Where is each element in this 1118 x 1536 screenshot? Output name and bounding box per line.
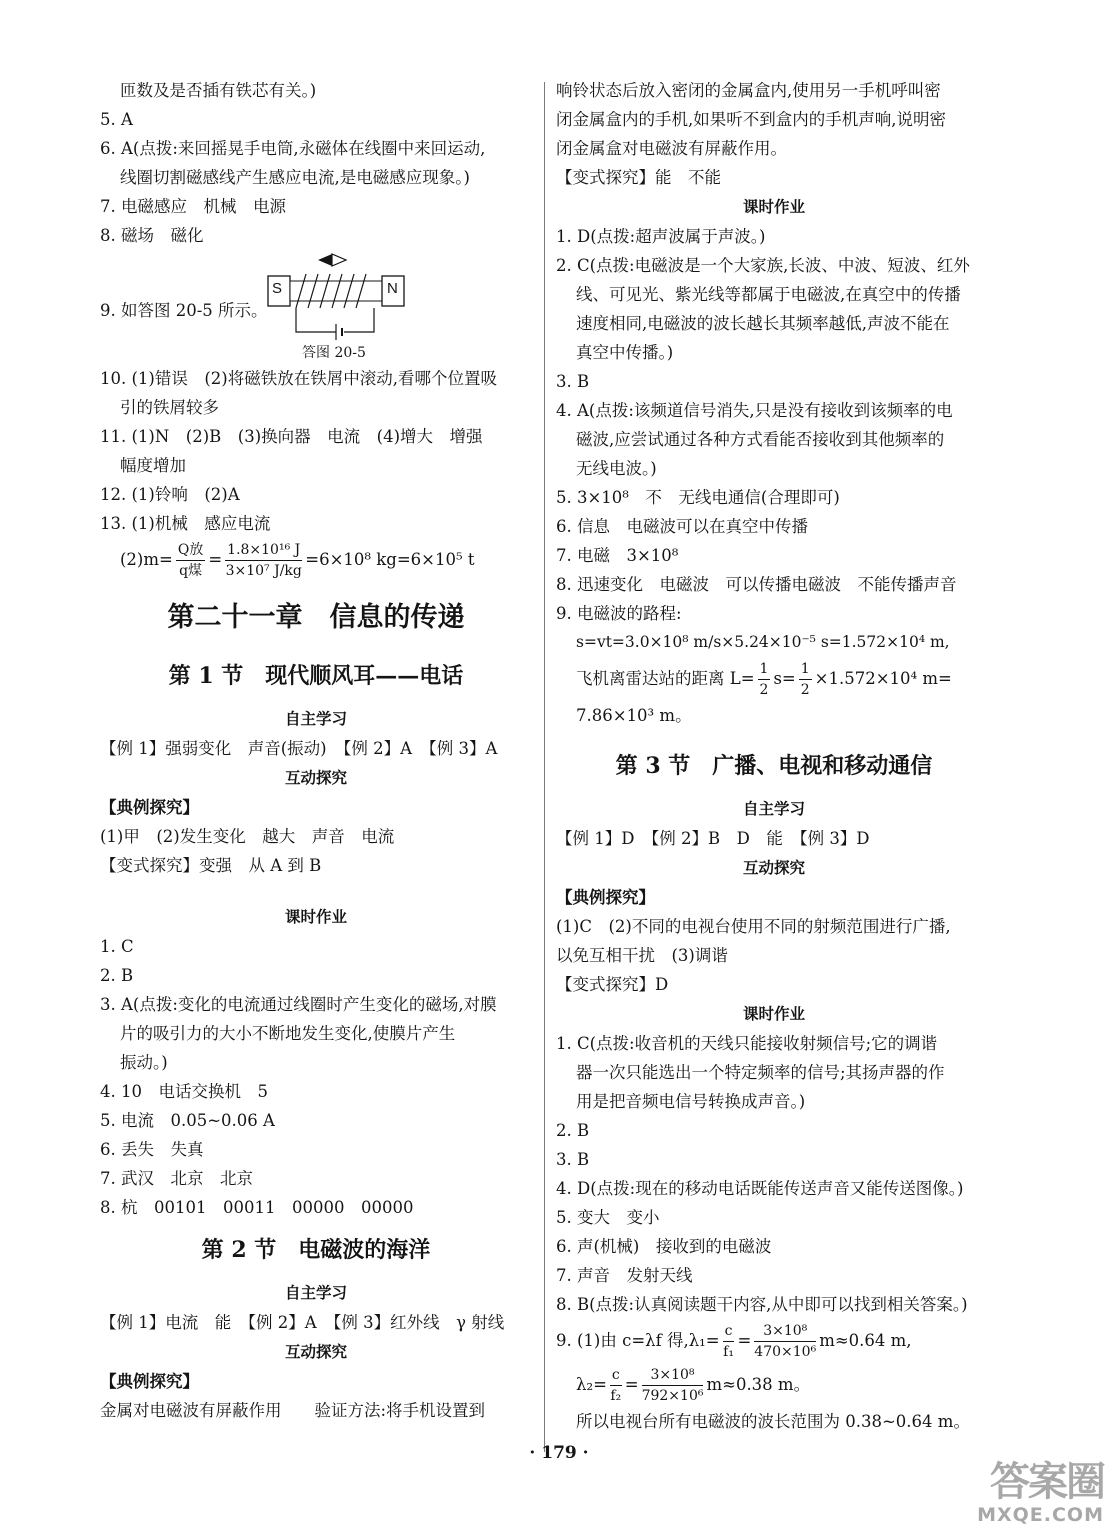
numerator: 3×10⁸ — [754, 1321, 816, 1342]
answer-line: (1)甲 (2)发生变化 越大 声音 电流 — [100, 827, 395, 846]
answer-9: 9. 如答图 20-5 所示。 — [100, 301, 268, 320]
figure-caption: 答图 20-5 — [302, 345, 366, 361]
magnet-n-label: N — [387, 280, 398, 297]
fraction — [642, 1365, 704, 1406]
answer-9-figure — [100, 250, 532, 342]
answer-line: 8. B(点拨:认真阅读题干内容,从中即可以找到相关答案。) — [556, 1295, 968, 1314]
denominator: 2 — [759, 682, 769, 698]
denominator: f₂ — [610, 1388, 622, 1404]
answer-line: 【变式探究】能 不能 — [556, 168, 721, 187]
answer-line: 9. 电磁波的路程: — [556, 604, 682, 623]
answer-6-cont: 线圈切割磁感线产生感应电流,是电磁感应现象。) — [120, 168, 470, 187]
numerator: 1 — [799, 659, 812, 680]
answer-line: 速度相同,电磁波的波长越长其频率越低,声波不能在 — [576, 314, 950, 333]
answer-line: 7. 声音 发射天线 — [556, 1266, 693, 1285]
answer-5: 5. A — [100, 110, 133, 129]
formula-text: s= — [773, 669, 796, 688]
answer-line: 磁波,应尝试通过各种方式看能否接收到其他频率的 — [576, 430, 945, 449]
watermark-url: MXQE.COM — [977, 1504, 1104, 1526]
denominator: 2 — [800, 682, 810, 698]
answer-line: 2. B — [556, 1121, 590, 1140]
answer-line: 3. B — [556, 372, 590, 391]
numerator: c — [723, 1321, 735, 1342]
section-3-title: 第 3 节 广播、电视和移动通信 — [615, 753, 933, 779]
denominator: f₁ — [723, 1344, 734, 1360]
watermark-main: 答案圈 — [990, 1458, 1104, 1505]
magnet-s-label: S — [272, 280, 283, 297]
section-heading: 互动探究 — [742, 858, 805, 877]
answer-line: 2. B — [100, 966, 134, 985]
answer-line: 3. A(点拨:变化的电流通过线圈时产生变化的磁场,对膜 — [100, 995, 497, 1014]
numerator: 3×10⁸ — [642, 1365, 704, 1386]
answer-11-cont: 幅度增加 — [120, 456, 186, 475]
formula-text: (2)m= — [120, 550, 173, 569]
fraction — [799, 659, 812, 700]
section-2-title: 第 2 节 电磁波的海洋 — [201, 1237, 431, 1263]
denominator: q煤 — [179, 563, 203, 579]
denominator: 470×10⁶ — [754, 1344, 817, 1360]
answer-line: 4. A(点拨:该频道信号消失,只是没有接收到该频率的电 — [556, 401, 953, 420]
answer-line: 闭金属盒内的手机,如果听不到盒内的手机声响,说明密 — [556, 110, 946, 129]
right-column — [556, 76, 992, 1436]
formula-text: m≈0.38 m。 — [706, 1375, 811, 1394]
formula-line: 7.86×10³ m。 — [576, 706, 692, 725]
fraction — [723, 1321, 735, 1362]
subheading: 【典例探究】 — [100, 1372, 199, 1391]
answer-text: 匝数及是否插有铁芯有关。) — [120, 81, 317, 100]
formula-text: m≈0.64 m, — [819, 1331, 912, 1350]
answer-line: 片的吸引力的大小不断地发生变化,使膜片产生 — [120, 1024, 456, 1043]
answer-line: 响铃状态后放入密闭的金属盒内,使用另一手机呼叫密 — [556, 81, 941, 100]
fraction — [758, 659, 771, 700]
left-column — [100, 76, 532, 1425]
answer-line: 1. D(点拨:超声波属于声波。) — [556, 227, 766, 246]
answer-line: 1. C — [100, 937, 134, 956]
formula-line: s=vt=3.0×10⁸ m/s×5.24×10⁻⁵ s=1.572×10⁴ m, — [576, 633, 950, 651]
formula-text: 9. (1)由 c=λf 得,λ₁= — [556, 1331, 720, 1350]
numerator: 1 — [758, 659, 771, 680]
answer-line: 【例 1】强弱变化 声音(振动) 【例 2】A 【例 3】A — [100, 739, 498, 758]
answer-line: 3. B — [556, 1150, 590, 1169]
answer-7: 7. 电磁感应 机械 电源 — [100, 197, 286, 216]
answer-line: 5. 电流 0.05~0.06 A — [100, 1111, 275, 1130]
formula-text: = — [624, 1375, 639, 1394]
answer-line: 8. 杭 00101 00011 00000 00000 — [100, 1198, 414, 1217]
section-heading: 课时作业 — [284, 907, 347, 926]
numerator: 1.8×10¹⁶ J — [225, 540, 302, 561]
fraction — [754, 1321, 816, 1362]
answer-line: 6. 信息 电磁波可以在真空中传播 — [556, 517, 808, 536]
answer-line: 【变式探究】D — [556, 975, 669, 994]
formula-text: ×1.572×10⁴ m= — [814, 669, 952, 688]
denominator: 3×10⁷ J/kg — [225, 563, 302, 579]
section-heading: 课时作业 — [742, 197, 805, 216]
answer-line: 6. 丢失 失真 — [100, 1140, 204, 1159]
page-number: · 179 · — [529, 1443, 589, 1463]
answer-10: 10. (1)错误 (2)将磁铁放在铁屑中滚动,看哪个位置吸 — [100, 369, 497, 388]
answer-6: 6. A(点拨:来回摇晃手电筒,永磁体在线圈中来回运动, — [100, 139, 486, 158]
answer-line: 7. 武汉 北京 北京 — [100, 1169, 253, 1188]
answer-8: 8. 磁场 磁化 — [100, 226, 204, 245]
section-heading: 课时作业 — [742, 1004, 805, 1023]
numerator: Q放 — [176, 540, 205, 561]
answer-12: 12. (1)铃响 (2)A — [100, 485, 240, 504]
section-heading: 自主学习 — [742, 799, 805, 818]
fraction — [176, 540, 205, 581]
column-divider — [544, 82, 545, 1452]
answer-line: 【例 1】电流 能 【例 2】A 【例 3】红外线 γ 射线 — [100, 1313, 505, 1332]
answer-13-formula — [100, 538, 532, 582]
answer-line: 6. 声(机械) 接收到的电磁波 — [556, 1237, 772, 1256]
fraction — [225, 540, 302, 581]
answer-11: 11. (1)N (2)B (3)换向器 电流 (4)增大 增强 — [100, 427, 483, 446]
formula-text: = — [737, 1331, 752, 1350]
answer-line: 5. 3×10⁸ 不 无线电通信(合理即可) — [556, 488, 840, 507]
answer-line: 4. 10 电话交换机 5 — [100, 1082, 268, 1101]
answer-line: 无线电波。) — [576, 459, 657, 478]
denominator: 792×10⁶ — [641, 1388, 704, 1404]
numerator: c — [610, 1365, 622, 1386]
section-1-title: 第 1 节 现代顺风耳——电话 — [168, 663, 464, 689]
answer-line: 1. C(点拨:收音机的天线只能接收射频信号;它的调谐 — [556, 1034, 938, 1053]
subheading: 【典例探究】 — [556, 888, 655, 907]
fraction — [610, 1365, 622, 1406]
answer-line: 真空中传播。) — [576, 343, 674, 362]
section-heading: 自主学习 — [284, 709, 347, 728]
formula-line — [556, 657, 992, 701]
section-heading: 自主学习 — [284, 1283, 347, 1302]
answer-line: 以免互相干扰 (3)调谐 — [556, 946, 728, 965]
answer-line: 7. 电磁 3×10⁸ — [556, 546, 679, 565]
watermark-logo — [954, 1460, 1104, 1526]
section-heading: 互动探究 — [284, 768, 347, 787]
answer-line: 2. C(点拨:电磁波是一个大家族,长波、中波、短波、红外 — [556, 256, 970, 275]
answer-line: 器一次只能选出一个特定频率的信号;其扬声器的作 — [576, 1063, 945, 1082]
answer-line: 8. 迅速变化 电磁波 可以传播电磁波 不能传播声音 — [556, 575, 957, 594]
chapter-title: 第二十一章 信息的传递 — [167, 602, 465, 633]
subheading: 【典例探究】 — [100, 798, 199, 817]
formula-text: =6×10⁸ kg=6×10⁵ t — [305, 550, 475, 569]
formula-line — [556, 1363, 992, 1407]
answer-10-cont: 引的铁屑较多 — [120, 398, 219, 417]
answer-line: 【例 1】D 【例 2】B D 能 【例 3】D — [556, 829, 870, 848]
answer-line: 线、可见光、紫光线等都属于电磁波,在真空中的传播 — [576, 285, 961, 304]
answer-line: 金属对电磁波有屏蔽作用 验证方法:将手机设置到 — [100, 1401, 486, 1420]
formula-text: = — [208, 550, 223, 569]
answer-line: 4. D(点拨:现在的移动电话既能传送声音又能传送图像。) — [556, 1179, 964, 1198]
answer-13: 13. (1)机械 感应电流 — [100, 514, 271, 533]
section-heading: 互动探究 — [284, 1342, 347, 1361]
answer-line: 用是把音频电信号转换成声音。) — [576, 1092, 806, 1111]
answer-line: 闭金属盒对电磁波有屏蔽作用。 — [556, 139, 787, 158]
answer-line: 振动。) — [120, 1053, 168, 1072]
formula-text: 飞机离雷达站的距离 L= — [576, 669, 755, 688]
answer-line: 【变式探究】变强 从 A 到 B — [100, 856, 322, 875]
formula-text: λ₂= — [576, 1375, 607, 1394]
formula-line — [556, 1319, 992, 1363]
answer-line: (1)C (2)不同的电视台使用不同的射频范围进行广播, — [556, 917, 951, 936]
answer-line: 所以电视台所有电磁波的波长范围为 0.38~0.64 m。 — [576, 1412, 970, 1431]
answer-line: 5. 变大 变小 — [556, 1208, 660, 1227]
